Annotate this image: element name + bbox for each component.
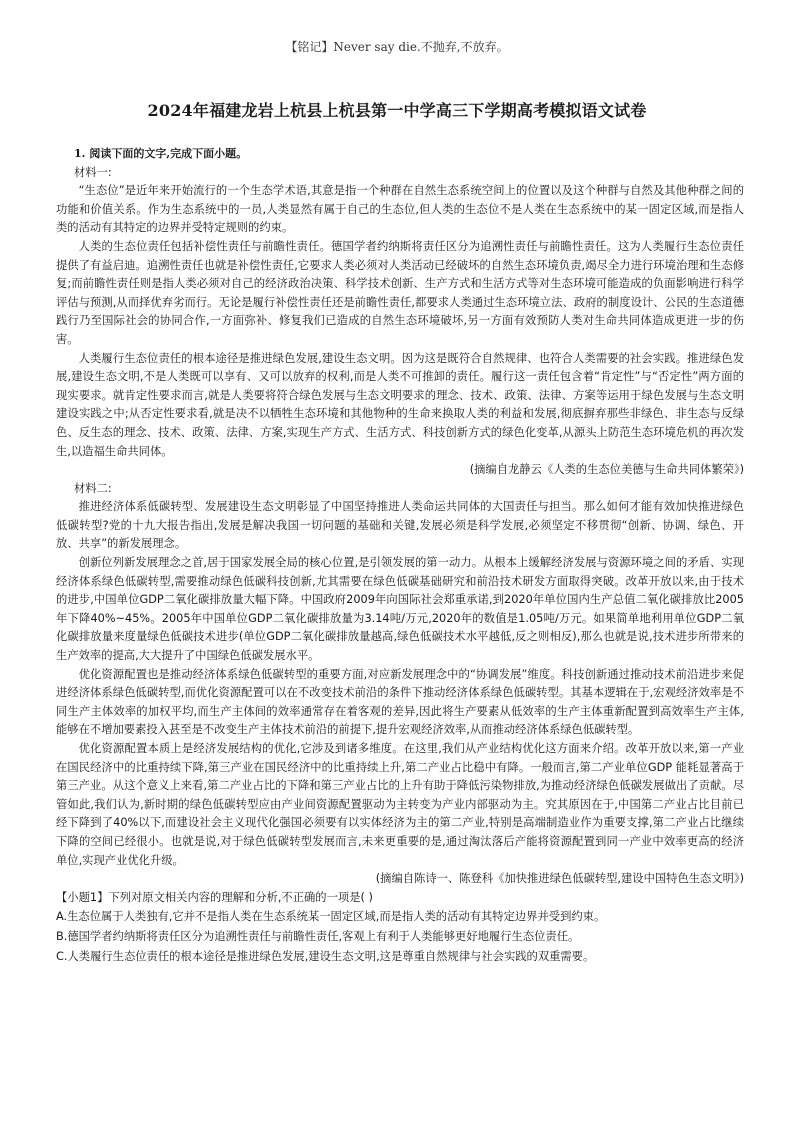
- material-2-paragraph: 推进经济体系低碳转型、发展建设生态文明彰显了中国坚持推进人类命运共同体的大国责任与担当。那么如何才能有效加快推进绿色低碳转型?党的十九大报告指出,发展是解决我国一切问题的基础和关键,发展必须是科学发展,必须坚定不移贯彻“创新、协调、绿色、开放、共享”的新发展理念。: [56, 500, 744, 551]
- material-1-paragraph: 人类履行生态位责任的根本途径是推进绿色发展,建设生态文明。因为这是既符合自然规律、也符合人类需要的社会实践。推进绿色发展,建设生态文明,不是人类既可以享有、又可以放弃的权利,而是人类不可推卸的责任。履行这一责任包含着“肯定性”与“否定性”两方面的现实要求。就肯定性要求而言,就是人类要将符合绿色发展与生态文明要求的理念、技术、政策、法律、方案等运用于绿色发展与生态文明建设实践之中;从否定性要求看,就是决不以牺牲生态环境和其他物种的生命来换取人类的利益和发展,彻底摒弃那些非绿色、非生态与反绿色、反生态的理念、技术、政策、法律、方案,实现生产方式、生活方式、科技创新方式的绿色化变革,从源头上防范生态环境危机的再次发生,以造福生命共同体。: [56, 351, 744, 458]
- material-1-paragraph: “生态位”是近年来开始流行的一个生态学术语,其意是指一个种群在自然生态系统空间上的位置以及这个种群与自然及其他种群之间的功能和价值关系。作为生态系统中的一员,人类显然有属于自己的生态位,但人类的生态位不是人类在生态系统中的某一固定区域,而是指人类的活动有其特定的边界并受特定规则的约束。: [56, 184, 744, 235]
- answer-option: A.生态位属于人类独有,它并不是指人类在生态系统某一固定区域,而是指人类的活动有其特定边界并受到约束。: [56, 910, 606, 924]
- material-2-paragraph: 优化资源配置也是推动经济体系绿色低碳转型的重要方面,对应新发展理念中的“协调发展”维度。科技创新通过推动技术前沿进步来促进经济体系绿色低碳转型,而优化资源配置可以在不改变技术前沿的条件下推动经济体系绿色低碳转型。其基本逻辑在于,宏观经济效率是不同生产主体效率的加权平均,而生产主体间的效率通常存在着客观的差异,因此将生产要素从低效率的生产主体重新配置到高效率生产主体,能够在不增加要素投入甚至是不改变生产主体技术前沿的前提下,提升宏观经济效率,从而推动经济体系绿色低碳转型。: [56, 667, 744, 737]
- document-title: 2024年福建龙岩上杭县上杭县第一中学高三下学期高考模拟语文试卷: [147, 101, 647, 120]
- material-2-paragraph: 创新位列新发展理念之首,居于国家发展全局的核心位置,是引领发展的第一动力。从根本上缓解经济发展与资源环境之间的矛盾、实现经济体系绿色低碳转型,需要推动绿色低碳科技创新,尤其需要在绿色低碳基础研究和前沿技术研发方面取得突破。改革开放以来,由于技术的进步,中国单位GDP二氧化碳排放量大幅下降。中国政府2009年向国际社会郑重承诺,到2020年单位国内生产总值二氧化碳排放比2005年下降40%~45%。2005年中国单位GDP二氧化碳排放量为3.14吨/万元,2020年的数值是1.05吨/万元。如果简单地利用单位GDP二氧化碳排放量来度量绿色低碳技术进步(单位GDP二氧化碳排放量越高,绿色低碳技术水平越低,反之则相反),那么也就是说,技术进步所带来的生产效率的提高,大大提升了中国绿色低碳发展水平。: [56, 556, 744, 663]
- material-2-label: 材料二:: [74, 481, 112, 495]
- material-1-paragraph: 人类的生态位责任包括补偿性责任与前瞻性责任。德国学者约纳斯将责任区分为追溯性责任与前瞻性责任。这为人类履行生态位责任提供了有益启迪。追溯性责任也就是补偿性责任,它要求人类必须对人类活动已经破坏的自然生态环境负责,竭尽全力进行环境治理和生态修复;而前瞻性责任则是指人类必须对自己的经济政治决策、科学技术创新、生产方式和生活方式等对生态环境可能造成的负面影响进行科学评估与预测,从而择优弃劣而行。无论是履行补偿性责任还是前瞻性责任,都要求人类通过生态环境立法、政府的制度设计、公民的生态道德践行乃至国际社会的协同合作,一方面弥补、修复我们已造成的自然生态环境破坏,另一方面有效预防人类对生命共同体造成更进一步的伤害。: [56, 239, 744, 346]
- answer-option: B.德国学者约纳斯将责任区分为追溯性责任与前瞻性责任,客观上有利于人类能够更好地履行生态位责任。: [56, 929, 580, 943]
- material-1-source: (摘编自龙静云《人类的生态位美德与生命共同体繁荣》): [469, 463, 744, 477]
- question-heading: 1. 阅读下面的文字,完成下面小题。: [74, 147, 248, 160]
- motto-header: 【铭记】Never say die.不抛弃,不放弃。: [285, 40, 509, 54]
- document-body: [56, 145, 744, 966]
- material-1-label: 材料一:: [74, 165, 112, 179]
- subquestion-title: 【小题1】下列对原文相关内容的理解和分析,不正确的一项是( ): [56, 890, 373, 904]
- material-2-source: (摘编自陈诗一、陈登科《加快推进绿色低碳转型,建设中国特色生态文明》): [375, 872, 744, 886]
- answer-option: C.人类履行生态位责任的根本途径是推进绿色发展,建设生态文明,这是尊重自然规律与社会实践的双重需要。: [56, 949, 595, 963]
- material-2-paragraph: 优化资源配置本质上是经济发展结构的优化,它涉及到诸多维度。在这里,我们从产业结构优化这方面来介绍。改革开放以来,第一产业在国民经济中的比重持续下降,第三产业在国民经济中的比重持续上升,第二产业占比稳中有降。一般而言,第二产业单位GDP 能耗显著高于第三产业。从这个意义上来看,第二产业占比的下降和第三产业占比的上升有助于降低污染物排放,为推动经济绿色低碳发展做出了贡献。尽管如此,我们认为,新时期的绿色低碳转型应由产业间资源配置驱动为主转变为产业内部驱动为主。究其原因在于,中国第二产业占比目前已经下降到了40%以下,而建设社会主义现代化强国必须要有以实体经济为主的第二产业,特别是高端制造业作为重要支撑,第二产业占比继续下降的空间已经很小。也就是说,对于绿色低碳转型发展而言,未来更重要的是,通过淘汰落后产能将资源配置到同一产业中效率更高的经济单位,实现产业优化升级。: [56, 742, 744, 867]
